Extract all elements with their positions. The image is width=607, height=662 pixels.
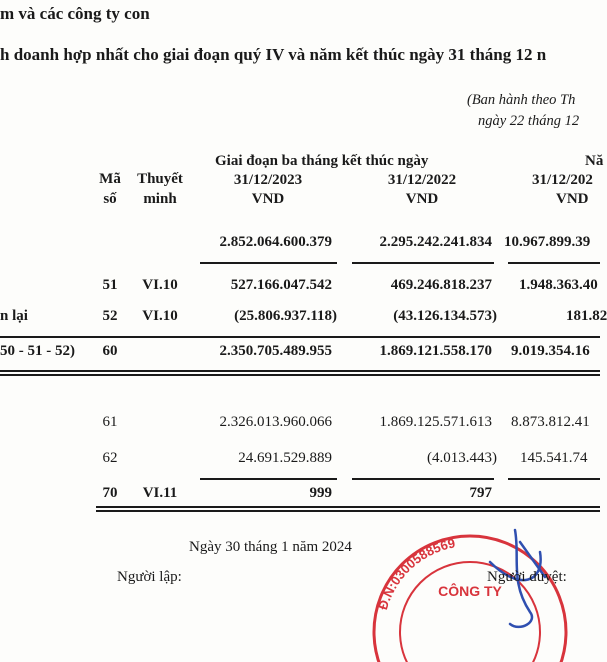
row-61-v2022: 1.869.125.571.613 (379, 414, 492, 430)
row-70-v2023: 999 (309, 485, 332, 501)
seal-company-name: CÔNG TY (438, 583, 502, 599)
rule-line (352, 262, 494, 264)
statement-title: h doanh hợp nhất cho giai đoạn quý IV và năm kết thúc ngày 31 tháng 12 n (0, 45, 547, 64)
note-header-line2: minh (143, 191, 177, 207)
row-52-v2023: (25.806.937.118) (234, 308, 337, 324)
rule-line (0, 336, 600, 338)
rule-line (96, 506, 600, 508)
row-51-vyear: 1.948.363.40 (519, 277, 598, 293)
row-60-v2022: 1.869.121.558.170 (379, 343, 492, 359)
seal-outer-ring (374, 536, 566, 662)
col-2022-date: 31/12/2022 (387, 172, 457, 188)
row-51-code: 51 (102, 277, 118, 293)
preparer-label: Người lập: (117, 569, 182, 585)
row-52-vyear: 181.82 (566, 308, 607, 324)
row-60-vyear: 9.019.354.16 (511, 343, 590, 359)
row-51-note: VI.10 (142, 277, 178, 293)
row-62-v2022: (4.013.443) (427, 450, 497, 466)
col-year-date: 31/12/202 (532, 172, 593, 188)
row-70-v2022: 797 (469, 485, 492, 501)
rule-line (508, 478, 600, 480)
row-70-code: 70 (102, 485, 118, 501)
row-52-v2022: (43.126.134.573) (393, 308, 497, 324)
row-61-v2023: 2.326.013.960.066 (219, 414, 332, 430)
col-year-currency: VND (556, 191, 589, 207)
row-51-v2022: 469.246.818.237 (390, 277, 492, 293)
rule-line (352, 478, 494, 480)
row-60-label: 50 - 51 - 52) (0, 343, 75, 359)
row-52-note: VI.10 (142, 308, 178, 324)
rule-line (96, 510, 600, 512)
row-52-code: 52 (102, 308, 118, 324)
row-60-v2023: 2.350.705.489.955 (219, 343, 332, 359)
row-60-code: 60 (102, 343, 118, 359)
row-51-v2023: 527.166.047.542 (230, 277, 332, 293)
row-62-vyear: 145.541.74 (520, 450, 588, 466)
rule-line (0, 374, 600, 376)
row-52-label: n lại (0, 308, 28, 324)
code-header-line1: Mã (99, 171, 121, 187)
row-total-vyear: 10.967.899.39 (504, 234, 591, 250)
row-62-code: 62 (102, 450, 118, 466)
rule-line (0, 370, 600, 372)
row-62-v2023: 24.691.529.889 (238, 450, 332, 466)
row-61-code: 61 (102, 414, 118, 430)
period-group-header: Giai đoạn ba tháng kết thúc ngày (215, 153, 429, 169)
company-seal (370, 522, 590, 662)
col-2023-currency: VND (251, 191, 285, 207)
row-70-note: VI.11 (142, 485, 178, 501)
row-61-vyear: 8.873.812.41 (511, 414, 590, 430)
rule-line (508, 262, 600, 264)
company-group-title: m và các công ty con (0, 4, 150, 23)
seal-tax-id: Đ.N:0300588569 (375, 535, 457, 612)
rule-line (200, 262, 337, 264)
note-header-line1: Thuyết (137, 171, 183, 187)
signing-date: Ngày 30 tháng 1 năm 2024 (189, 539, 352, 555)
issuance-note-line1: (Ban hành theo Th (467, 92, 576, 108)
year-group-header: Nă (585, 153, 604, 169)
approver-label: Người duyệt: (487, 569, 567, 585)
row-total-v2022: 2.295.242.241.834 (379, 234, 492, 250)
col-2023-date: 31/12/2023 (233, 172, 303, 188)
col-2022-currency: VND (405, 191, 439, 207)
rule-line (200, 478, 337, 480)
code-header-line2: số (103, 191, 117, 207)
issuance-note-line2: ngày 22 tháng 12 (478, 113, 580, 129)
row-total-v2023: 2.852.064.600.379 (219, 234, 332, 250)
